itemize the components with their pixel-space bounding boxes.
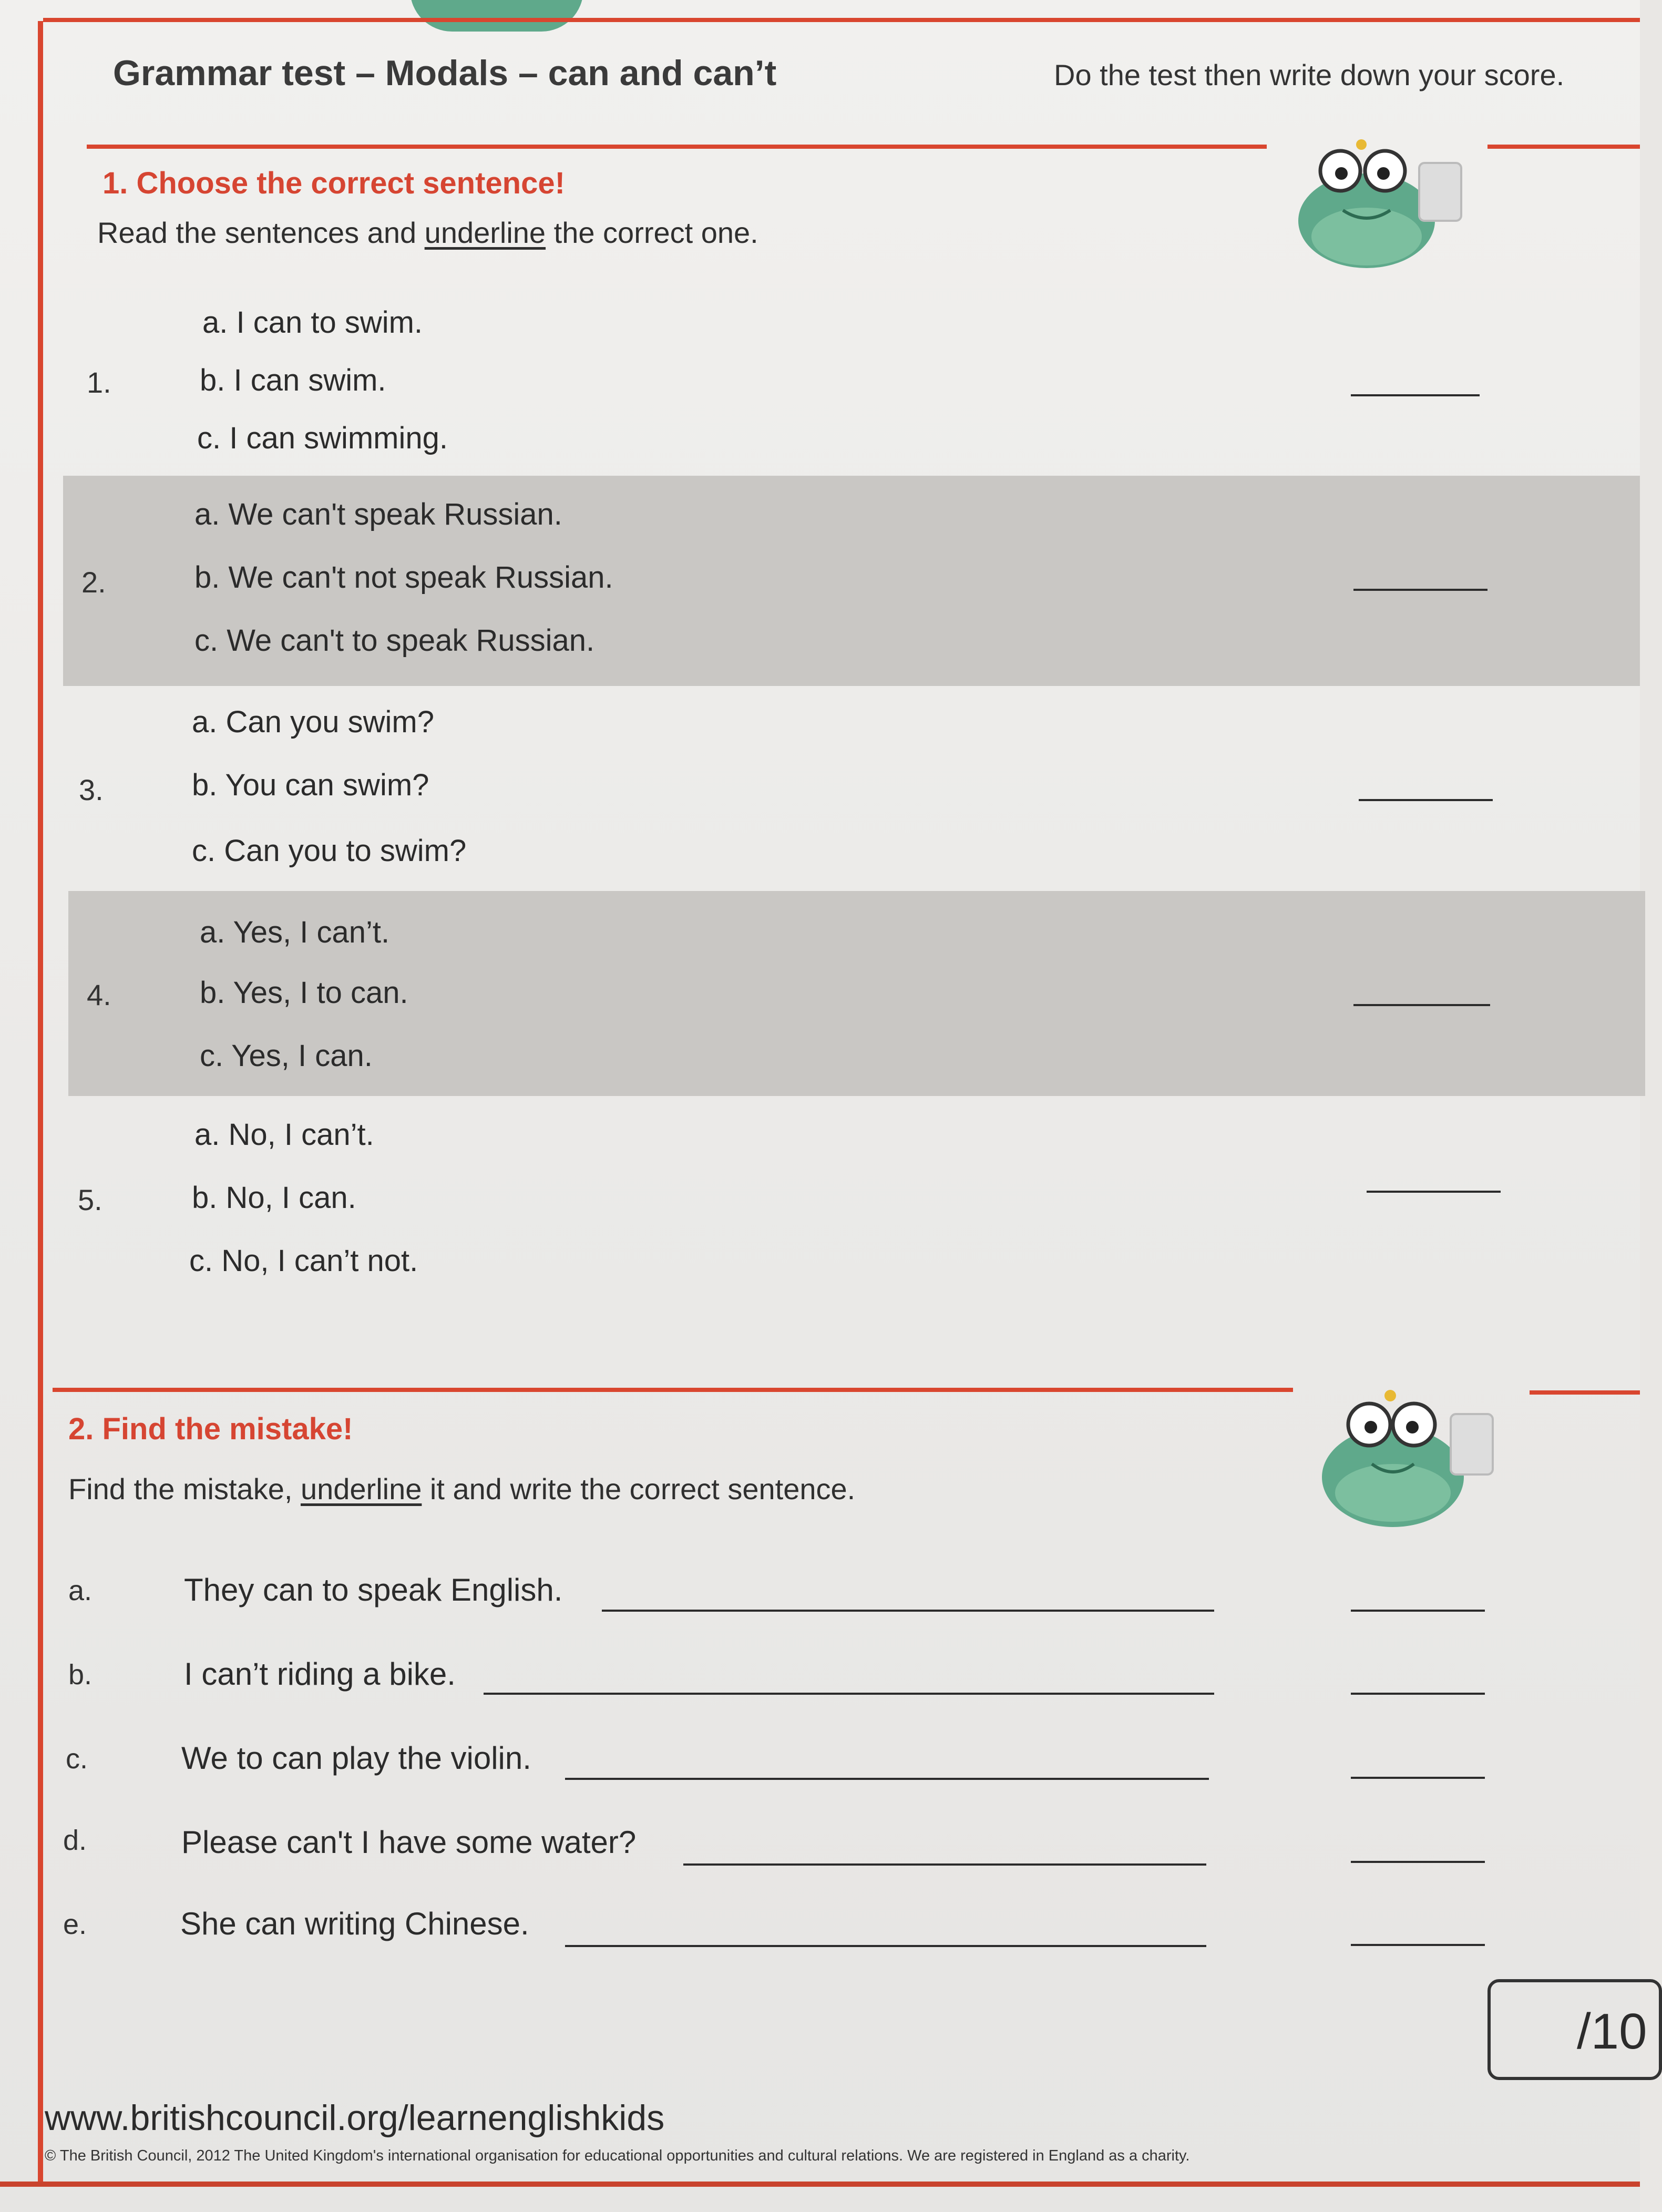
mascot-partial-icon [410, 0, 583, 32]
section2-heading: 2. Find the mistake! [68, 1412, 353, 1446]
q5-number: 5. [78, 1183, 102, 1216]
mistake-b-sentence[interactable]: I can’t riding a bike. [184, 1656, 456, 1692]
section1-rule [87, 145, 1267, 149]
mistake-a-answer-line[interactable] [602, 1610, 1214, 1612]
q3-option-a[interactable]: a. Can you swim? [192, 705, 434, 739]
q4-answer-blank[interactable] [1353, 1004, 1490, 1006]
section1-heading: 1. Choose the correct sentence! [102, 166, 565, 200]
section1-rule-right [1487, 145, 1640, 149]
mistake-d-answer-line[interactable] [683, 1863, 1206, 1866]
section2-instruction: Find the mistake, underline it and write the correct sentence. [68, 1472, 856, 1506]
q1-number: 1. [87, 366, 111, 399]
section2-rule [53, 1388, 1293, 1392]
frog-mascot-icon-2 [1319, 1372, 1519, 1530]
q4-option-c[interactable]: c. Yes, I can. [200, 1039, 373, 1073]
q5-option-c[interactable]: c. No, I can’t not. [189, 1244, 418, 1278]
q1-option-c[interactable]: c. I can swimming. [197, 421, 448, 455]
q2-option-a[interactable]: a. We can't speak Russian. [194, 497, 562, 531]
q2-option-b[interactable]: b. We can't not speak Russian. [194, 560, 613, 595]
mistake-d-sentence[interactable]: Please can't I have some water? [181, 1825, 637, 1860]
q1-option-a[interactable]: a. I can to swim. [202, 305, 423, 340]
q4-option-b[interactable]: b. Yes, I to can. [200, 976, 408, 1010]
score-total: /10 [1577, 2003, 1647, 2060]
top-border [43, 18, 1640, 22]
copyright-notice: © The British Council, 2012 The United Kingdom's international organisation for educational opportunities and cultural relations. We are registered in England as a charity. [45, 2147, 1190, 2164]
mistake-c-score-blank[interactable] [1351, 1777, 1485, 1779]
q3-number: 3. [79, 773, 104, 806]
mistake-e-answer-line[interactable] [565, 1945, 1206, 1947]
mistake-c-sentence[interactable]: We to can play the violin. [181, 1740, 531, 1776]
mistake-d-score-blank[interactable] [1351, 1861, 1485, 1863]
q4-number: 4. [87, 978, 111, 1011]
left-border [38, 21, 43, 2187]
bottom-border [0, 2182, 1640, 2187]
mistake-b-letter: b. [68, 1659, 93, 1691]
mistake-e-letter: e. [63, 1909, 87, 1940]
q2-answer-blank[interactable] [1353, 589, 1487, 591]
section2-rule-right [1530, 1390, 1640, 1395]
mistake-a-sentence[interactable]: They can to speak English. [184, 1572, 563, 1607]
q1-answer-blank[interactable] [1351, 394, 1480, 396]
q2-number: 2. [81, 566, 106, 599]
q5-answer-blank[interactable] [1367, 1191, 1501, 1193]
q2-option-c[interactable]: c. We can't to speak Russian. [194, 623, 595, 658]
mistake-c-answer-line[interactable] [565, 1778, 1209, 1780]
q1-option-b[interactable]: b. I can swim. [200, 363, 386, 397]
mistake-b-answer-line[interactable] [484, 1693, 1214, 1695]
q4-option-a[interactable]: a. Yes, I can’t. [200, 915, 390, 949]
mistake-d-letter: d. [63, 1825, 87, 1856]
mistake-a-score-blank[interactable] [1351, 1610, 1485, 1612]
score-instruction: Do the test then write down your score. [1054, 58, 1565, 91]
q3-answer-blank[interactable] [1359, 799, 1493, 801]
q5-option-a[interactable]: a. No, I can’t. [194, 1118, 374, 1152]
q3-option-c[interactable]: c. Can you to swim? [192, 834, 467, 868]
section1-instruction: Read the sentences and underline the correct one. [97, 216, 758, 249]
website-url[interactable]: www.britishcouncil.org/learnenglishkids [45, 2098, 665, 2138]
mistake-e-sentence[interactable]: She can writing Chinese. [180, 1906, 529, 1941]
q5-option-b[interactable]: b. No, I can. [192, 1181, 356, 1215]
mistake-a-letter: a. [68, 1575, 93, 1606]
mistake-e-score-blank[interactable] [1351, 1944, 1485, 1946]
mistake-b-score-blank[interactable] [1351, 1693, 1485, 1695]
frog-mascot-icon [1293, 131, 1482, 273]
mistake-c-letter: c. [66, 1743, 88, 1775]
q3-option-b[interactable]: b. You can swim? [192, 768, 429, 802]
page-title: Grammar test – Modals – can and can’t [113, 53, 777, 93]
